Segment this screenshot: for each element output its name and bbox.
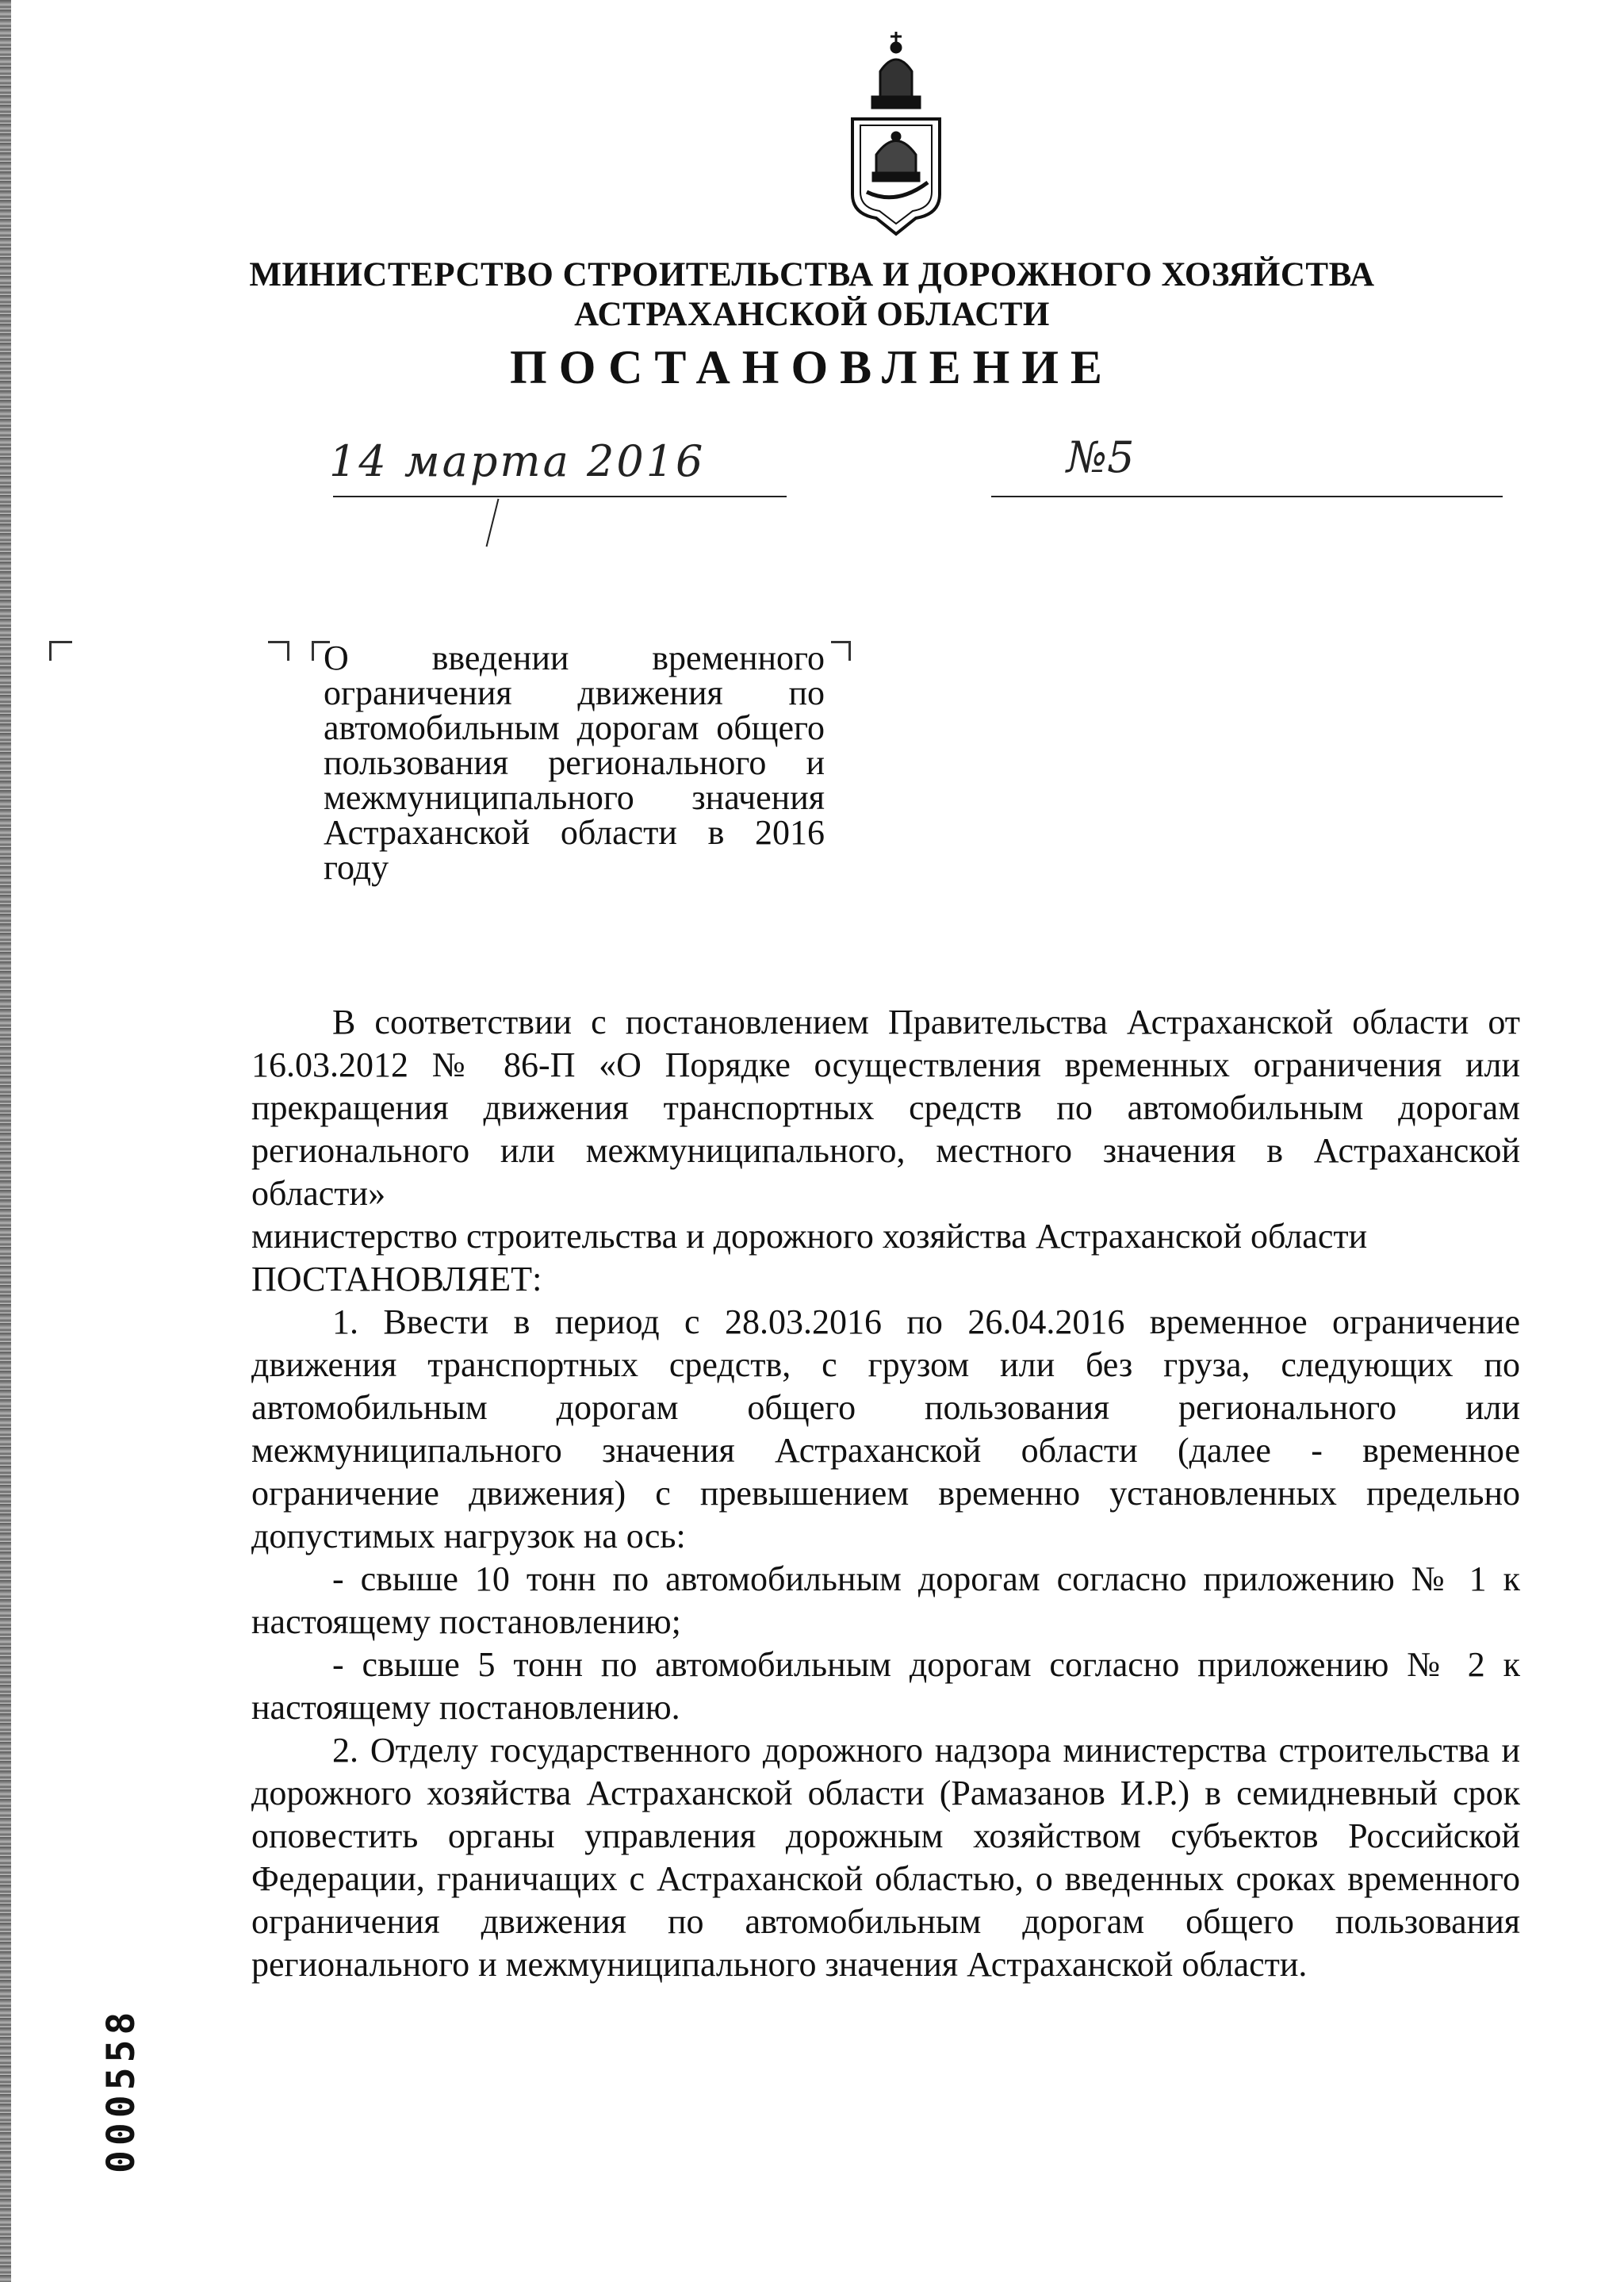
- item-2-paragraph: 2. Отделу государственного дорожного надзора министерства строительства и дорожного хозяйства Астраханской области (Рамазанов И.Р.) в семидневный срок оповестить органы управления дорожным хозяйством субъектов Российской Федерации, граничащих с Астраханской областью, о введенных сроках временного ограничения движения по автомобильным дорогам общего пользования регионального и межмуниципального значения Астраханской области.: [251, 1731, 1520, 1984]
- preamble-paragraph: В соответствии с постановлением Правительства Астраханской области от 16.03.2012 № 86-П «О Порядке осуществления временных ограничения или прекращения движения транспортных средств по автомобильным дорогам регионального или межмуниципального, местного значения в Астраханской области»: [251, 1003, 1520, 1213]
- subject-corner-mark-right: [831, 641, 851, 661]
- date-underline: [333, 496, 787, 497]
- subject-corner-mark-left: [268, 641, 289, 661]
- issuer-line: министерство строительства и дорожного хозяйства Астраханской области: [251, 1217, 1368, 1256]
- item-1-subitem-b: - свыше 5 тонн по автомобильным дорогам согласно приложению № 2 к настоящему постановлению.: [251, 1645, 1520, 1727]
- registration-stamp-number: 000558: [99, 2007, 144, 2173]
- document-body: [251, 1001, 1520, 1986]
- item-1-subitem-a: - свыше 10 тонн по автомобильным дорогам согласно приложению № 1 к настоящему постановлению;: [251, 1559, 1520, 1641]
- handwritten-date: 14 марта 2016: [329, 436, 706, 486]
- date-pen-stroke: [486, 499, 500, 547]
- handwritten-number: №5: [1067, 432, 1135, 482]
- document-type: ПОСТАНОВЛЕНИЕ: [510, 341, 1114, 393]
- margin-corner-mark: [49, 641, 72, 661]
- coat-of-arms-icon: [837, 24, 956, 238]
- document-subject: О введении временного ограничения движения по автомобильным дорогам общего пользования регионального и межмуниципального значения Астраханской области в 2016 году: [324, 639, 825, 887]
- item-1-paragraph: 1. Ввести в период с 28.03.2016 по 26.04.2016 временное ограничение движения транспортных средств, с грузом или без груза, следующих по автомобильным дорогам общего пользования регионального или межмуниципального значения Астраханской области (далее - временное ограничение движения) с превышением временно установленных предельно допустимых нагрузок на ось:: [251, 1302, 1520, 1555]
- ministry-name-line2: АСТРАХАНСКОЙ ОБЛАСТИ: [574, 296, 1050, 333]
- number-underline: [991, 496, 1503, 497]
- ministry-name-line1: МИНИСТЕРСТВО СТРОИТЕЛЬСТВА И ДОРОЖНОГО ХОЗЯЙСТВА: [249, 256, 1375, 293]
- decree-word: ПОСТАНОВЛЯЕТ:: [251, 1260, 542, 1298]
